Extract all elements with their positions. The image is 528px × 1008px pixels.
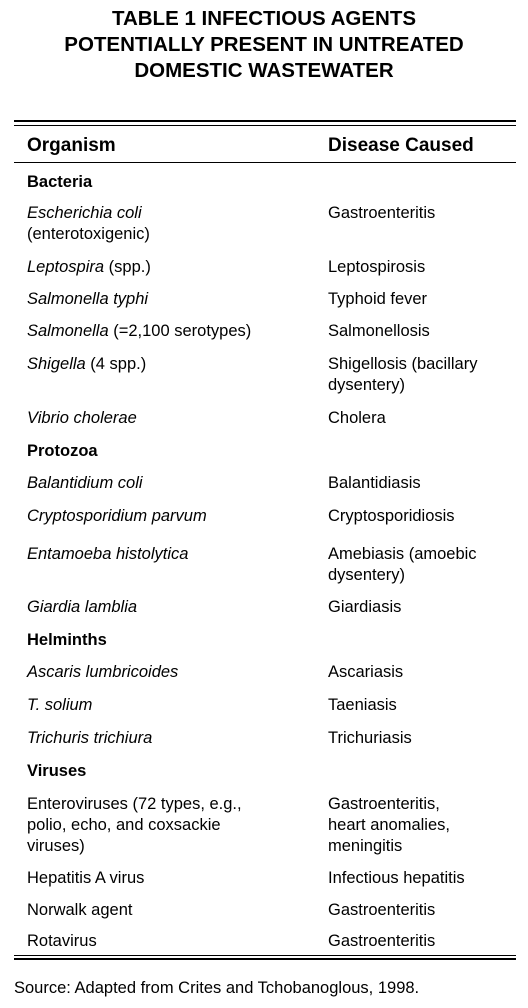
table-title	[0, 6, 528, 84]
disease-cell: Amebiasis (amoebic dysentery)	[328, 545, 477, 584]
disease-cell: Taeniasis	[328, 696, 397, 714]
disease-cell: Typhoid fever	[328, 290, 428, 308]
organism-cell: Escherichia coli (enterotoxigenic)	[27, 204, 150, 243]
organism-cell: Hepatitis A virus	[27, 869, 145, 887]
top-rule-thin	[14, 125, 516, 126]
top-rule-thick	[14, 120, 516, 122]
disease-cell: Gastroenteritis, heart anomalies, meningitis	[328, 795, 450, 855]
bottom-rule-thick	[14, 958, 516, 960]
organism-cell: Cryptosporidium parvum	[27, 507, 207, 525]
title-line-2: POTENTIALLY PRESENT IN UNTREATED	[64, 33, 464, 56]
organism-cell: Enteroviruses (72 types, e.g., polio, echo, and coxsackie viruses)	[27, 795, 242, 855]
organism-cell: Salmonella (=2,100 serotypes)	[27, 322, 252, 340]
category-bacteria: Bacteria	[27, 173, 93, 191]
disease-cell: Gastroenteritis	[328, 901, 436, 919]
category-helminths: Helminths	[27, 631, 107, 649]
disease-cell: Leptospirosis	[328, 258, 426, 276]
disease-cell: Trichuriasis	[328, 729, 412, 747]
organism-cell: T. solium	[27, 696, 93, 714]
disease-cell: Infectious hepatitis	[328, 869, 465, 887]
organism-cell: Salmonella typhi	[27, 290, 149, 308]
disease-cell: Cryptosporidiosis	[328, 507, 455, 525]
disease-cell: Gastroenteritis	[328, 204, 436, 222]
organism-cell: Giardia lamblia	[27, 598, 138, 616]
header-rule	[14, 162, 516, 163]
disease-cell: Shigellosis (bacillary dysentery)	[328, 355, 478, 394]
disease-cell: Gastroenteritis	[328, 932, 436, 950]
organism-cell: Trichuris trichiura	[27, 729, 153, 747]
disease-cell: Cholera	[328, 409, 386, 427]
disease-cell: Ascariasis	[328, 663, 404, 681]
organism-cell: Shigella (4 spp.)	[27, 355, 147, 373]
organism-cell: Entamoeba histolytica	[27, 545, 189, 563]
disease-cell: Giardiasis	[328, 598, 402, 616]
category-viruses: Viruses	[27, 762, 87, 780]
organism-cell: Leptospira (spp.)	[27, 258, 151, 276]
header-organism: Organism	[27, 135, 116, 156]
category-protozoa: Protozoa	[27, 442, 98, 460]
organism-cell: Ascaris lumbricoides	[27, 663, 179, 681]
organism-cell: Balantidium coli	[27, 474, 143, 492]
header-disease: Disease Caused	[328, 135, 474, 156]
organism-cell: Vibrio cholerae	[27, 409, 137, 427]
source-note: Source: Adapted from Crites and Tchobanoglous, 1998.	[14, 979, 420, 997]
bottom-rule-thin	[14, 955, 516, 956]
title-line-3: DOMESTIC WASTEWATER	[134, 59, 394, 82]
organism-cell: Norwalk agent	[27, 901, 133, 919]
title-line-1: TABLE 1 INFECTIOUS AGENTS	[111, 7, 417, 30]
organism-cell: Rotavirus	[27, 932, 97, 950]
disease-cell: Balantidiasis	[328, 474, 421, 492]
disease-cell: Salmonellosis	[328, 322, 430, 340]
